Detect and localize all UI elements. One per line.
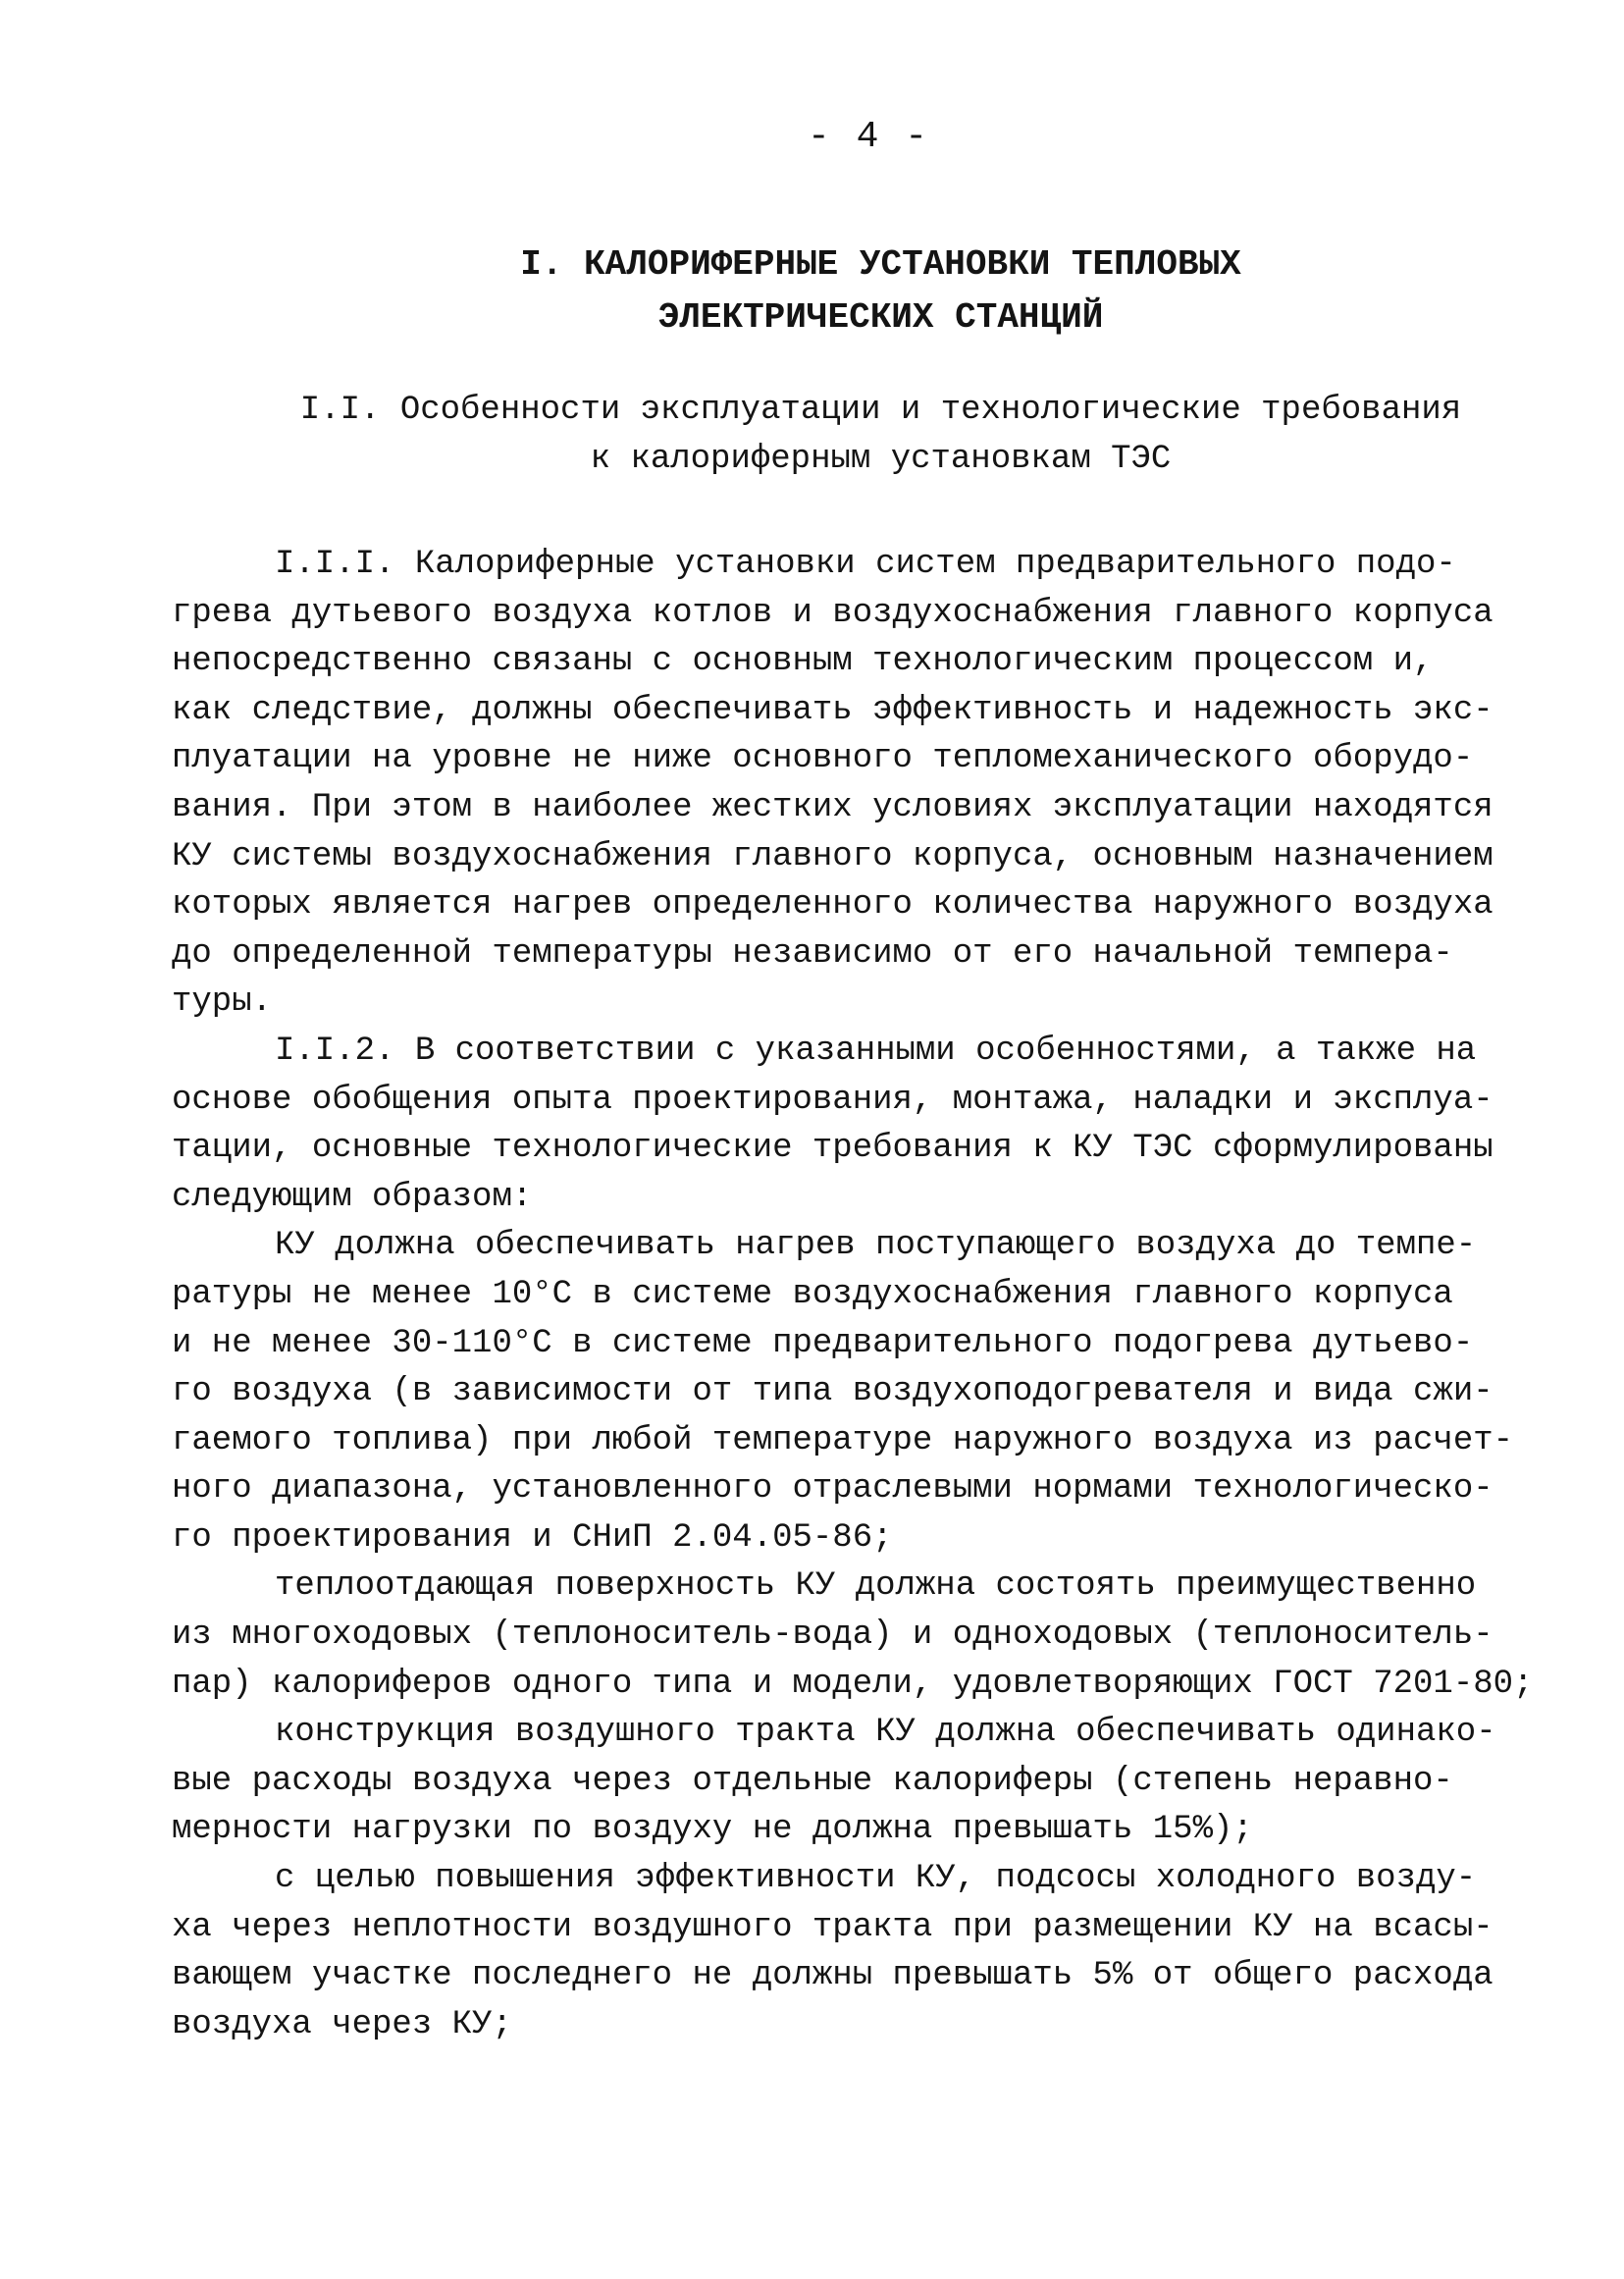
text-line: I.I.I. Калориферные установки систем предварительного подо- <box>275 546 1456 583</box>
text-line: ха через неплотности воздушного тракта при размещении КУ на всасы- <box>172 1908 1493 1946</box>
section-title <box>0 386 1624 484</box>
text-line: конструкция воздушного тракта КУ должна обеспечивать одинако- <box>275 1714 1496 1752</box>
text-line: которых является нагрев определенного количества наружного воздуха <box>172 886 1493 925</box>
text-line: из многоходовых (теплоноситель-вода) и одноходовых (теплоноситель- <box>172 1616 1493 1655</box>
chapter-title-line: ЭЛЕКТРИЧЕСКИХ СТАНЦИЙ <box>657 297 1104 338</box>
text-line: КУ должна обеспечивать нагрев поступающего воздуха до темпе- <box>275 1227 1477 1265</box>
text-line: и не менее 30-110°С в системе предварительного подогрева дутьево- <box>172 1324 1474 1362</box>
page-number: - 4 - <box>807 116 930 158</box>
body-text <box>172 541 1536 2049</box>
text-line: вые расходы воздуха через отдельные калориферы (степень неравно- <box>172 1762 1453 1800</box>
text-line: го проектирования и СНиП 2.04.05-86; <box>172 1518 893 1557</box>
chapter-title <box>0 238 1624 344</box>
requirement-heating <box>172 1222 1536 1563</box>
section-title-line: к калориферным установкам ТЭС <box>590 441 1172 478</box>
text-line: до определенной температуры независимо от его начальной темпера- <box>172 934 1453 973</box>
paragraph-1-1-1 <box>172 541 1536 1028</box>
text-line: вающем участке последнего не должны превышать 5% от общего расхода <box>172 1957 1493 1995</box>
text-line: плуатации на уровне не ниже основного тепломеханического оборудо- <box>172 740 1474 778</box>
text-line: гаемого топлива) при любой температуре наружного воздуха из расчет- <box>172 1421 1514 1459</box>
text-line: ного диапазона, установленного отраслевыми нормами технологическо- <box>172 1470 1493 1509</box>
text-line: непосредственно связаны с основным технологическим процессом и, <box>172 643 1434 681</box>
requirement-surface <box>172 1563 1536 1709</box>
chapter-title-line: I. КАЛОРИФЕРНЫЕ УСТАНОВКИ ТЕПЛОВЫХ <box>520 244 1241 285</box>
text-line: пар) калориферов одного типа и модели, удовлетворяющих ГОСТ 7201-80; <box>172 1665 1534 1703</box>
text-line: воздуха через КУ; <box>172 2005 512 2043</box>
text-line: мерности нагрузки по воздуху не должна превышать 15%); <box>172 1811 1253 1849</box>
requirement-air-leaks <box>172 1855 1536 2049</box>
text-line: I.I.2. В соответствии с указанными особенностями, а также на <box>275 1032 1477 1070</box>
text-line: как следствие, должны обеспечивать эффективность и надежность экс- <box>172 691 1493 729</box>
text-line: вания. При этом в наиболее жестких условиях эксплуатации находятся <box>172 788 1493 826</box>
text-line: ратуры не менее 10°С в системе воздухоснабжения главного корпуса <box>172 1275 1453 1313</box>
paragraph-1-1-2 <box>172 1028 1536 1222</box>
text-line: грева дутьевого воздуха котлов и воздухоснабжения главного корпуса <box>172 594 1493 632</box>
text-line: тации, основные технологические требования к КУ ТЭС сформулированы <box>172 1130 1493 1168</box>
text-line: следующим образом: <box>172 1178 533 1216</box>
text-line: основе обобщения опыта проектирования, монтажа, наладки и эксплуа- <box>172 1081 1493 1119</box>
text-line: КУ системы воздухоснабжения главного корпуса, основным назначением <box>172 837 1493 875</box>
text-line: теплоотдающая поверхность КУ должна состоять преимущественно <box>275 1567 1477 1606</box>
text-line: с целью повышения эффективности КУ, подсосы холодного возду- <box>275 1860 1477 1898</box>
text-line: го воздуха (в зависимости от типа воздухоподогревателя и вида сжи- <box>172 1373 1493 1411</box>
section-title-line: I.I. Особенности эксплуатации и технологические требования <box>299 392 1462 429</box>
requirement-air-duct <box>172 1709 1536 1855</box>
text-line: туры. <box>172 983 273 1022</box>
